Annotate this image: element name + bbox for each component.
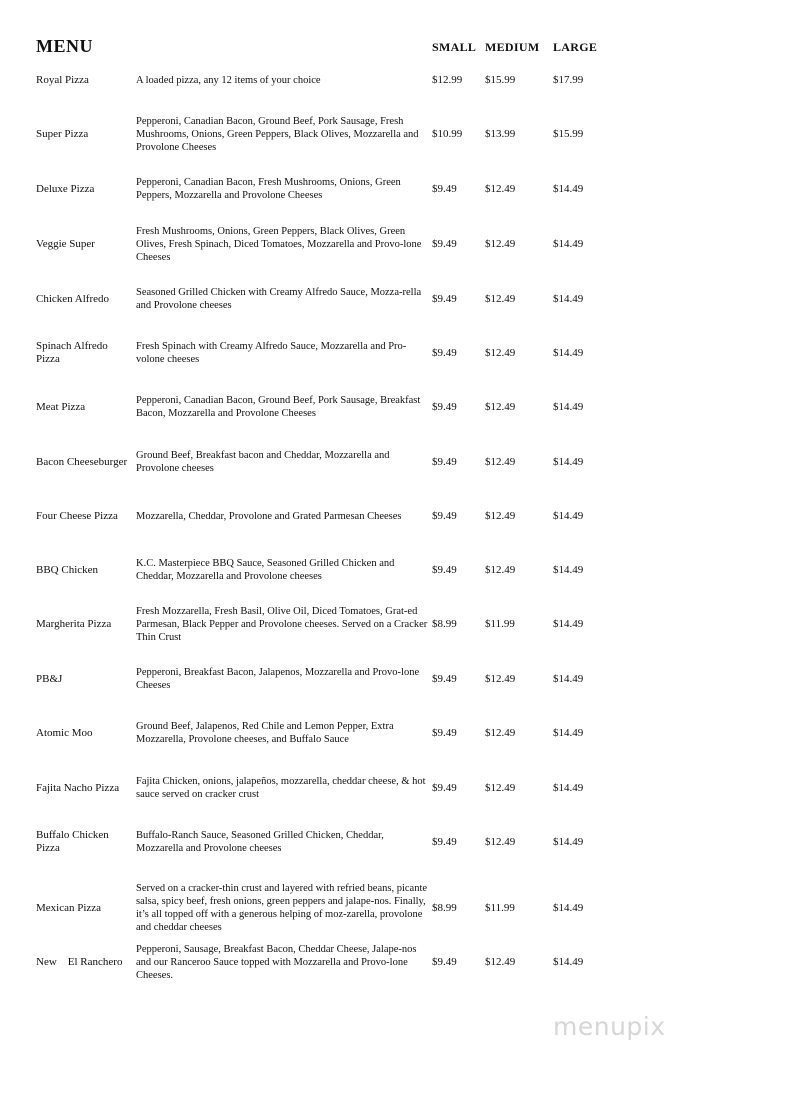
price-medium: $13.99 [485,127,516,140]
menu-item-description: Seasoned Grilled Chicken with Creamy Alfredo Sauce, Mozza-rella and Provolone cheeses [136,287,422,311]
price-large: $14.49 [553,237,584,250]
menu-item-description: Pepperoni, Canadian Bacon, Ground Beef, Pork Sausage, Fresh Mushrooms, Onions, Green Peppers, Black Olives, Mozzarella and Provolone Cheeses [136,115,419,153]
price-medium: $15.99 [485,73,516,86]
menu-item-name: Fajita Nacho Pizza [36,781,120,794]
price-medium: $12.49 [485,835,516,848]
price-medium: $12.49 [485,563,516,576]
price-medium: $12.49 [485,292,516,305]
menu-item-description: Served on a cracker-thin crust and layered with refried beans, picante salsa, spicy beef, fresh onions, green peppers and jalape-nos. Finally, it’s all topped off with a generous helping of moz-zarella, provolone and cheddar cheeses [136,883,428,933]
price-small: $8.99 [432,617,457,630]
price-small: $9.49 [432,400,457,413]
price-medium: $12.49 [485,182,516,195]
menu-item-description: Pepperoni, Sausage, Breakfast Bacon, Cheddar Cheese, Jalape-nos and our Ranceroo Sauce topped with Mozzarella and Provo-lone Cheeses. [136,943,417,981]
menu-item-description: Fresh Mozzarella, Fresh Basil, Olive Oil, Diced Tomatoes, Grat-ed Parmesan, Black Pepper and Provolone cheeses. Served on a Cracker Thin Crust [136,605,428,643]
price-small: $12.99 [432,73,463,86]
price-medium: $12.49 [485,509,516,522]
price-small: $9.49 [432,672,457,685]
price-small: $9.49 [432,835,457,848]
price-large: $14.49 [553,672,584,685]
price-medium: $12.49 [485,346,516,359]
price-small: $9.49 [432,182,457,195]
menu-item-name: Veggie Super [36,237,95,250]
menu-item-description: Ground Beef, Breakfast bacon and Cheddar, Mozzarella and Provolone cheeses [136,450,390,474]
menu-item-description: Pepperoni, Canadian Bacon, Ground Beef, Pork Sausage, Breakfast Bacon, Mozzarella and Provolone Cheeses [136,395,421,419]
menu-item-description: Fresh Mushrooms, Onions, Green Peppers, Black Olives, Green Olives, Fresh Spinach, Diced Tomatoes, Mozzarella and Provo-lone Cheeses [136,225,422,263]
menu-item-name: Margherita Pizza [36,617,112,630]
price-medium: $11.99 [485,901,515,914]
price-large: $14.49 [553,617,584,630]
menu-item-name: Spinach Alfredo Pizza [36,340,111,365]
menu-item-name: Four Cheese Pizza [36,509,118,522]
menu-item-name: Buffalo Chicken Pizza [36,829,112,854]
price-small: $10.99 [432,127,463,140]
price-medium: $12.49 [485,726,516,739]
menu-item-name: Meat Pizza [36,400,86,413]
column-header-medium: MEDIUM [485,40,540,54]
menu-header [0,34,786,64]
price-large: $14.49 [553,901,584,914]
price-large: $14.49 [553,455,584,468]
price-small: $9.49 [432,781,457,794]
menu-item-name: Atomic Moo [36,726,93,739]
price-small: $9.49 [432,563,457,576]
price-large: $14.49 [553,563,584,576]
menu-item-description: Ground Beef, Jalapenos, Red Chile and Lemon Pepper, Extra Mozzarella, Provolone cheeses, and Buffalo Sauce [136,721,394,745]
menu-item-description: A loaded pizza, any 12 items of your choice [136,74,321,86]
price-medium: $12.49 [485,237,516,250]
price-medium: $12.49 [485,672,516,685]
menu-item-name: BBQ Chicken [36,563,99,576]
menu-item-description: K.C. Masterpiece BBQ Sauce, Seasoned Grilled Chicken and Cheddar, Mozzarella and Provolone cheeses [136,558,395,582]
menu-title: MENU [36,36,93,56]
price-small: $9.49 [432,955,457,968]
price-medium: $12.49 [485,955,516,968]
menu-item-name: Mexican Pizza [36,901,102,914]
price-large: $14.49 [553,400,584,413]
price-large: $14.49 [553,346,584,359]
menu-item-name: Royal Pizza [36,73,89,86]
menu-item-name: Chicken Alfredo [36,292,110,305]
price-large: $14.49 [553,726,584,739]
price-medium: $12.49 [485,400,516,413]
price-small: $9.49 [432,292,457,305]
column-header-small: SMALL [432,40,477,54]
menu-item-name: PB&J [36,672,63,685]
price-small: $8.99 [432,901,457,914]
price-large: $14.49 [553,835,584,848]
menu-item-name: Super Pizza [36,127,89,140]
price-large: $14.49 [553,781,584,794]
price-large: $14.49 [553,182,584,195]
price-medium: $11.99 [485,617,515,630]
menupix-watermark: menupix [553,1012,666,1041]
price-small: $9.49 [432,455,457,468]
price-small: $9.49 [432,509,457,522]
price-large: $14.49 [553,292,584,305]
menu-item-name: Deluxe Pizza [36,182,95,195]
price-large: $14.49 [553,955,584,968]
price-small: $9.49 [432,346,457,359]
menu-item-description: Fresh Spinach with Creamy Alfredo Sauce, Mozzarella and Pro-volone cheeses [136,341,407,365]
menu-item-description: Buffalo-Ranch Sauce, Seasoned Grilled Chicken, Cheddar, Mozzarella and Provolone cheeses [136,830,384,854]
menu-item-description: Mozzarella, Cheddar, Provolone and Grated Parmesan Cheeses [136,510,402,522]
column-header-large: LARGE [553,40,598,54]
price-medium: $12.49 [485,781,516,794]
menu-item-name: Bacon Cheeseburger [36,455,128,468]
menu-item-description: Fajita Chicken, onions, jalapeños, mozzarella, cheddar cheese, & hot sauce served on cracker crust [136,776,426,800]
menu-item-description: Pepperoni, Canadian Bacon, Fresh Mushrooms, Onions, Green Peppers, Mozzarella and Provolone Cheeses [136,177,401,201]
menu-item-name: New El Ranchero [36,955,123,968]
price-large: $14.49 [553,509,584,522]
price-small: $9.49 [432,726,457,739]
price-medium: $12.49 [485,455,516,468]
price-small: $9.49 [432,237,457,250]
price-large: $15.99 [553,127,584,140]
menu-item-description: Pepperoni, Breakfast Bacon, Jalapenos, Mozzarella and Provo-lone Cheeses [136,667,420,691]
price-large: $17.99 [553,73,584,86]
